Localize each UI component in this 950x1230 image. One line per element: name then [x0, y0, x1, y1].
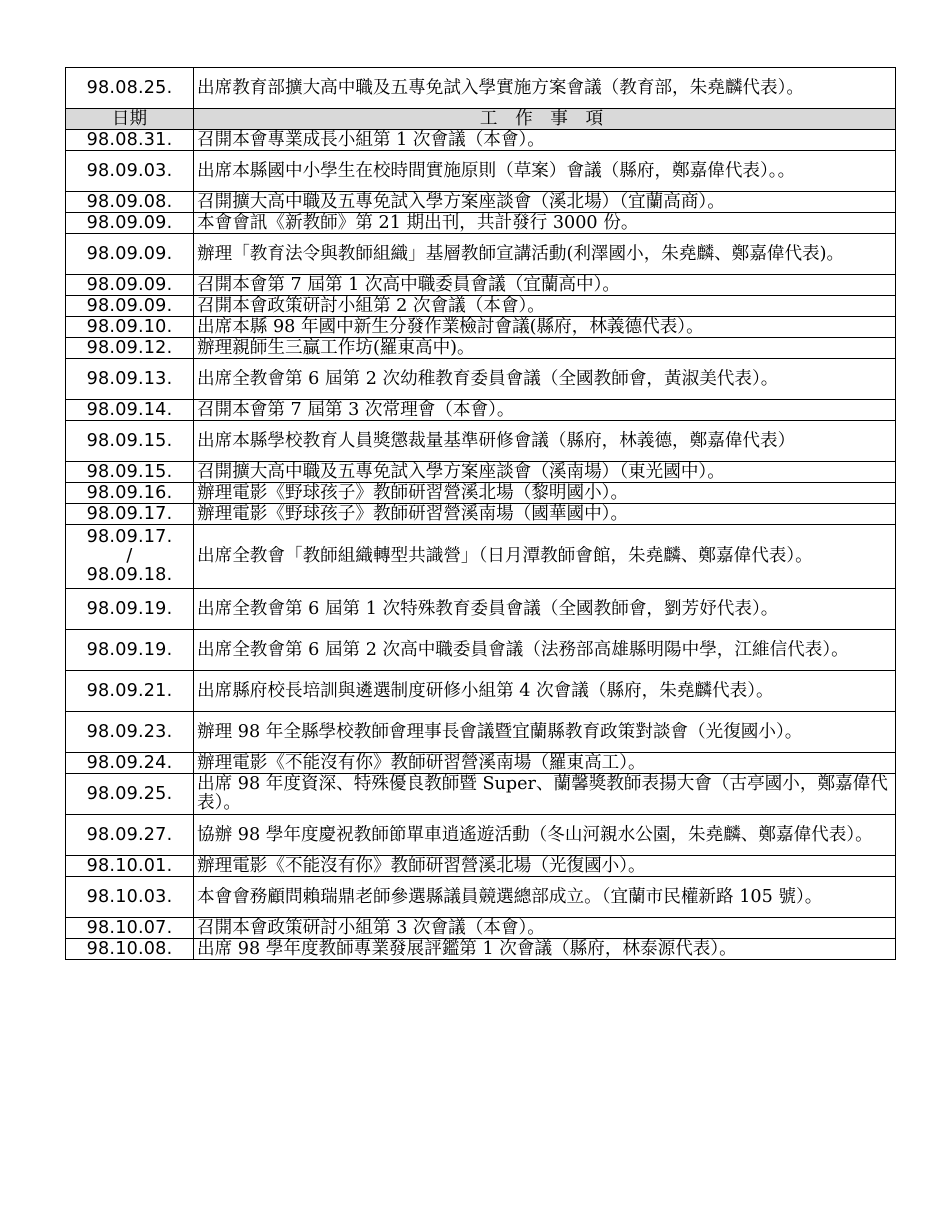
row-date: 98.09.15. — [66, 421, 194, 462]
row-date: 98.09.16. — [66, 483, 194, 504]
row-date: 98.09.10. — [66, 317, 194, 338]
row-date: 98.09.09. — [66, 296, 194, 317]
row-text: 出席本縣學校教育人員獎懲裁量基準研修會議（縣府，林義德，鄭嘉偉代表） — [194, 421, 896, 462]
table-row — [66, 671, 896, 712]
row-text: 召開本會第 7 屆第 3 次常理會（本會）。 — [194, 400, 896, 421]
row-text: 出席教育部擴大高中職及五專免試入學實施方案會議（教育部，朱堯麟代表）。 — [194, 68, 896, 109]
table-row — [66, 939, 896, 960]
row-date: 98.09.09. — [66, 234, 194, 275]
table-row — [66, 856, 896, 877]
row-date: 98.09.13. — [66, 359, 194, 400]
row-text: 辦理電影《野球孩子》教師研習營溪北場（黎明國小）。 — [194, 483, 896, 504]
table-row — [66, 400, 896, 421]
row-date-start: 98.09.17. — [86, 527, 173, 547]
row-text: 召開本會政策研討小組第 3 次會議（本會）。 — [194, 918, 896, 939]
work-log-table — [65, 67, 896, 960]
row-text: 辦理電影《不能沒有你》教師研習營溪南場（羅東高工）。 — [194, 753, 896, 774]
table-row — [66, 753, 896, 774]
table-row — [66, 712, 896, 753]
row-text: 出席全教會第 6 屆第 2 次高中職委員會議（法務部高雄縣明陽中學，江維信代表）。 — [194, 630, 896, 671]
item-column-header: 工 作 事 項 — [194, 109, 896, 130]
row-text: 出席縣府校長培訓與遴選制度研修小組第 4 次會議（縣府，朱堯麟代表）。 — [194, 671, 896, 712]
row-date: 98.09.24. — [66, 753, 194, 774]
row-date: 98.09.19. — [66, 630, 194, 671]
table-row — [66, 234, 896, 275]
row-date: 98.09.19. — [66, 589, 194, 630]
row-text: 出席全教會第 6 屆第 2 次幼稚教育委員會議（全國教師會，黃淑美代表）。 — [194, 359, 896, 400]
table-row — [66, 421, 896, 462]
table-row — [66, 317, 896, 338]
row-date: 98.08.31. — [66, 130, 194, 151]
row-text: 辦理親師生三贏工作坊(羅東高中)。 — [194, 338, 896, 359]
row-date-end: 98.09.18. — [86, 565, 173, 585]
row-date: 98.08.25. — [66, 68, 194, 109]
table-row — [66, 213, 896, 234]
table-header-row — [66, 109, 896, 130]
row-text: 辦理 98 年全縣學校教師會理事長會議暨宜蘭縣教育政策對談會（光復國小）。 — [194, 712, 896, 753]
row-text: 出席 98 年度資深、特殊優良教師暨 Super、蘭馨獎教師表揚大會（古亭國小，鄭嘉偉代表）。 — [194, 774, 896, 815]
table-row — [66, 774, 896, 815]
table-row — [66, 589, 896, 630]
table-row — [66, 296, 896, 317]
row-date: 98.09.09. — [66, 213, 194, 234]
row-text: 召開本會專業成長小組第 1 次會議（本會）。 — [194, 130, 896, 151]
row-text: 協辦 98 學年度慶祝教師節單車逍遙遊活動（冬山河親水公園，朱堯麟、鄭嘉偉代表）。 — [194, 815, 896, 856]
row-text: 本會會務顧問賴瑞鼎老師參選縣議員競選總部成立。（宜蘭市民權新路 105 號）。 — [194, 877, 896, 918]
table-row — [66, 462, 896, 483]
row-text: 出席本縣 98 年國中新生分發作業檢討會議(縣府，林義德代表）。 — [194, 317, 896, 338]
table-row — [66, 192, 896, 213]
table-row — [66, 151, 896, 192]
table-row — [66, 525, 896, 589]
row-text: 辦理「教育法令與教師組織」基層教師宣講活動(利澤國小，朱堯麟、鄭嘉偉代表)。 — [194, 234, 896, 275]
row-text: 出席全教會「教師組織轉型共識營」（日月潭教師會館，朱堯麟、鄭嘉偉代表）。 — [194, 525, 896, 589]
table-row — [66, 483, 896, 504]
row-date: 98.10.03. — [66, 877, 194, 918]
row-text: 出席 98 學年度教師專業發展評鑑第 1 次會議（縣府，林泰源代表）。 — [194, 939, 896, 960]
row-text: 出席本縣國中小學生在校時間實施原則（草案）會議（縣府，鄭嘉偉代表）。。 — [194, 151, 896, 192]
row-text: 本會會訊《新教師》第 21 期出刊，共計發行 3000 份。 — [194, 213, 896, 234]
row-text: 召開本會政策研討小組第 2 次會議（本會）。 — [194, 296, 896, 317]
row-date: 98.10.01. — [66, 856, 194, 877]
row-text: 召開擴大高中職及五專免試入學方案座談會（溪南場）（東光國中）。 — [194, 462, 896, 483]
row-date: 98.09.09. — [66, 275, 194, 296]
row-date: 98.09.17. — [66, 504, 194, 525]
row-date: 98.09.27. — [66, 815, 194, 856]
row-text: 辦理電影《不能沒有你》教師研習營溪北場（光復國小）。 — [194, 856, 896, 877]
table-row — [66, 918, 896, 939]
table-row — [66, 815, 896, 856]
row-date: 98.09.21. — [66, 671, 194, 712]
row-date: 98.09.03. — [66, 151, 194, 192]
row-text: 出席全教會第 6 屆第 1 次特殊教育委員會議（全國教師會，劉芳妤代表）。 — [194, 589, 896, 630]
row-date: 98.09.08. — [66, 192, 194, 213]
table-row — [66, 504, 896, 525]
table-row — [66, 338, 896, 359]
row-date: 98.09.12. — [66, 338, 194, 359]
row-date: 98.10.08. — [66, 939, 194, 960]
row-text: 召開擴大高中職及五專免試入學方案座談會（溪北場）（宜蘭高商）。 — [194, 192, 896, 213]
row-date: 98.10.07. — [66, 918, 194, 939]
table-row — [66, 359, 896, 400]
row-text: 辦理電影《野球孩子》教師研習營溪南場（國華國中）。 — [194, 504, 896, 525]
table-row — [66, 68, 896, 109]
date-column-header: 日期 — [66, 109, 194, 130]
table-row — [66, 877, 896, 918]
row-date: 98.09.23. — [66, 712, 194, 753]
row-date-range — [66, 525, 194, 589]
table-row — [66, 630, 896, 671]
table-row — [66, 130, 896, 151]
row-date-separator: / — [126, 546, 133, 566]
row-date: 98.09.25. — [66, 774, 194, 815]
row-date: 98.09.15. — [66, 462, 194, 483]
row-text: 召開本會第 7 屆第 1 次高中職委員會議（宜蘭高中）。 — [194, 275, 896, 296]
row-date: 98.09.14. — [66, 400, 194, 421]
table-row — [66, 275, 896, 296]
